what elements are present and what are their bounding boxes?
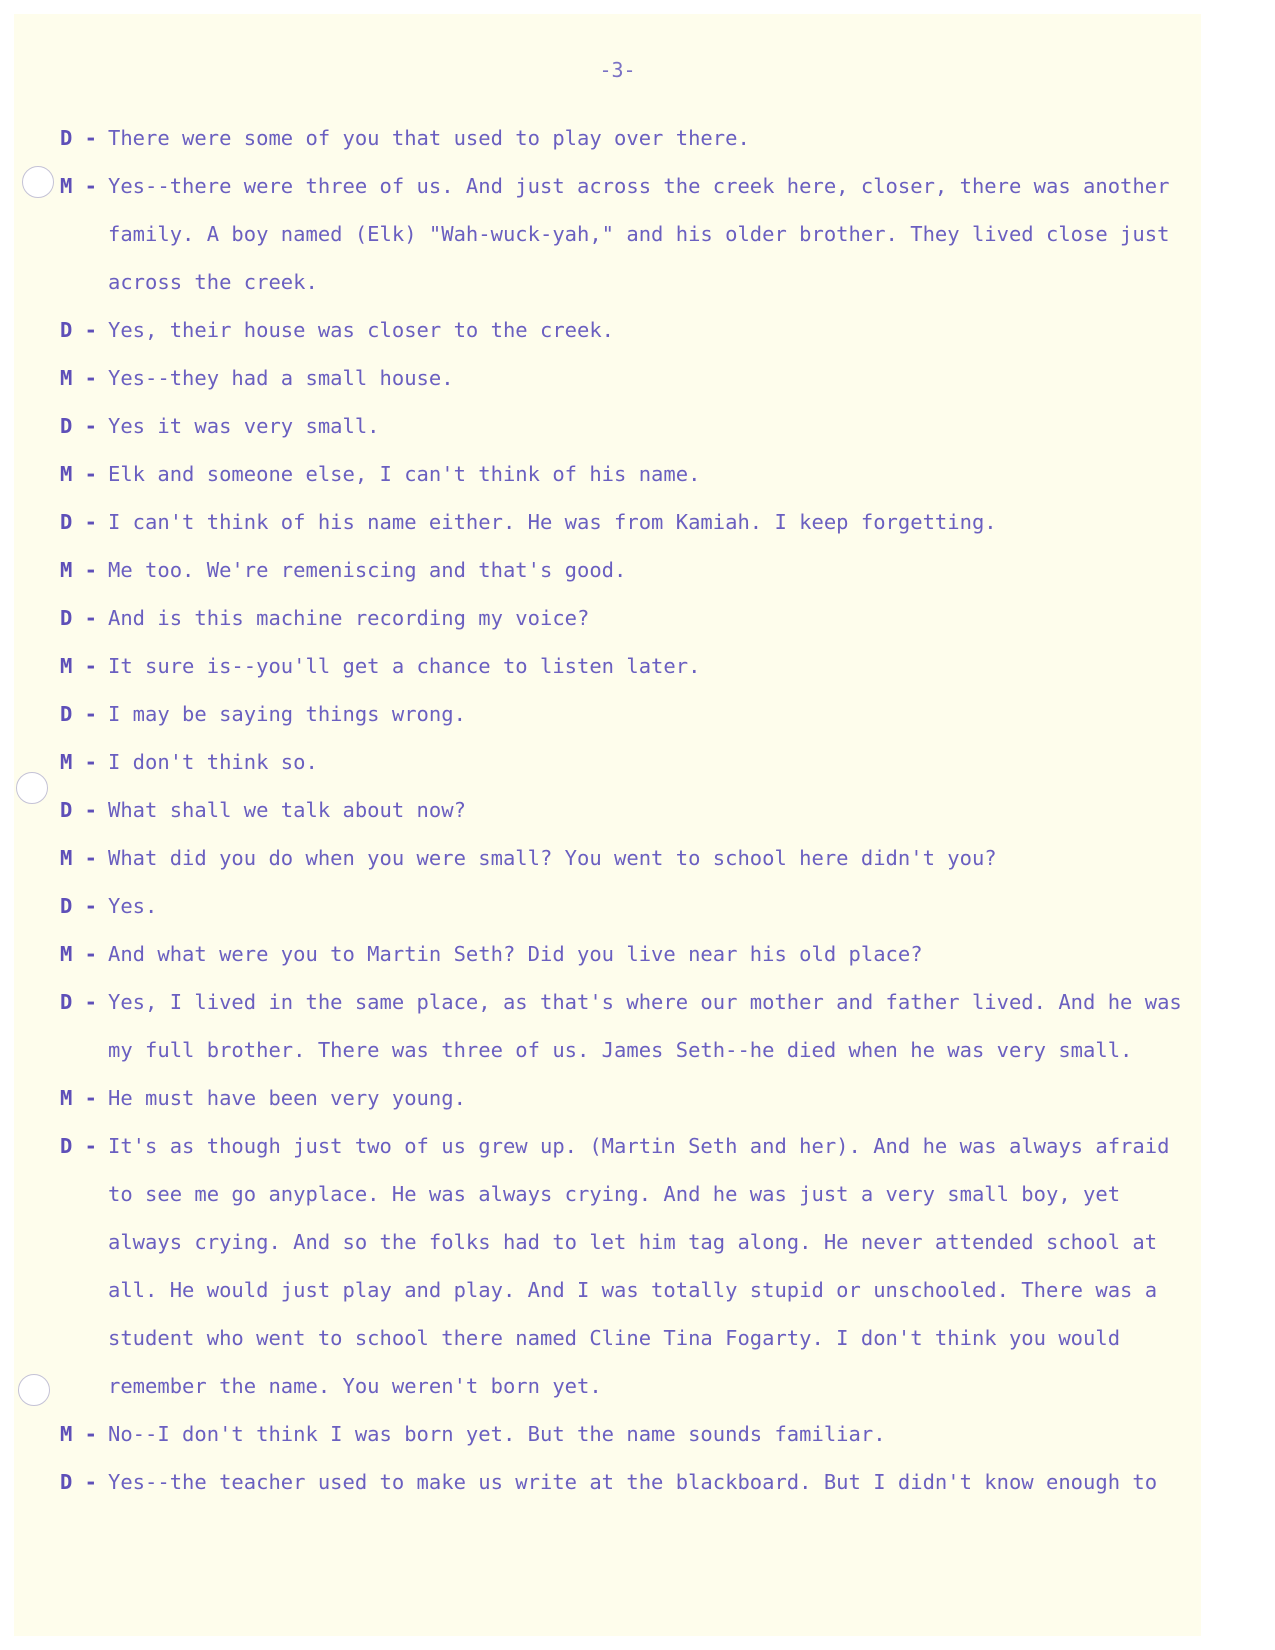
transcript-entry [60, 1458, 1200, 1506]
speaker-label: D - [60, 126, 98, 150]
speaker-label: M - [60, 366, 98, 390]
speaker-label: M - [60, 558, 98, 582]
speech-text: Yes, I lived in the same place, as that's where our mother and father lived. And he was my full brother. There was three of us. James Seth--he died when he was very small. [108, 990, 1182, 1062]
transcript-entry [60, 834, 1200, 882]
speaker-label: D - [60, 894, 98, 918]
speaker-label: D - [60, 798, 98, 822]
speaker-label: M - [60, 174, 98, 198]
transcript-entry [60, 498, 1200, 546]
speech-text: It sure is--you'll get a chance to listen later. [108, 654, 701, 678]
transcript-entry [60, 306, 1200, 354]
punch-hole-mark [18, 1374, 50, 1406]
speaker-label: M - [60, 846, 98, 870]
speaker-label: M - [60, 462, 98, 486]
speaker-label: D - [60, 1470, 98, 1494]
speaker-label: D - [60, 510, 98, 534]
speech-text: I can't think of his name either. He was from Kamiah. I keep forgetting. [108, 510, 997, 534]
punch-hole-mark [22, 166, 54, 198]
transcript-entry [60, 786, 1200, 834]
speaker-label: M - [60, 750, 98, 774]
transcript-entry [60, 978, 1200, 1074]
transcript-entry [60, 402, 1200, 450]
speaker-label: D - [60, 318, 98, 342]
transcript-entry [60, 690, 1200, 738]
speaker-label: M - [60, 1422, 98, 1446]
speech-text: It's as though just two of us grew up. (Martin Seth and her). And he was always afraid to see me go anyplace. He was always crying. And he was just a very small boy, yet always crying. And so the folks had to let him tag along. He never attended school at all. He would just play and play. And I was totally stupid or unschooled. There was a student who went to school there named Cline Tina Fogarty. I don't think you would remember the name. You weren't born yet. [108, 1134, 1170, 1398]
transcript-entry [60, 1074, 1200, 1122]
speech-text: Yes--there were three of us. And just across the creek here, closer, there was another family. A boy named (Elk) "Wah-wuck-yah," and his older brother. They lived close just across the creek. [108, 174, 1170, 294]
document-page [14, 14, 1201, 1636]
punch-hole-mark [16, 772, 48, 804]
speech-text: What shall we talk about now? [108, 798, 466, 822]
speech-text: What did you do when you were small? You went to school here didn't you? [108, 846, 997, 870]
transcript-entry [60, 1410, 1200, 1458]
transcript-entry [60, 114, 1200, 162]
speech-text: Yes, their house was closer to the creek. [108, 318, 615, 342]
interview-transcript [60, 114, 1200, 1506]
transcript-entry [60, 162, 1200, 306]
speech-text: No--I don't think I was born yet. But the name sounds familiar. [108, 1422, 886, 1446]
speech-text: Yes. [108, 894, 158, 918]
speaker-label: D - [60, 990, 98, 1014]
speaker-label: D - [60, 1134, 98, 1158]
speech-text: There were some of you that used to play over there. [108, 126, 750, 150]
page-number: -3- [599, 58, 636, 82]
transcript-entry [60, 450, 1200, 498]
transcript-entry [60, 594, 1200, 642]
speech-text: Yes--the teacher used to make us write at the blackboard. But I didn't know enough to [108, 1470, 1158, 1494]
speech-text: Yes it was very small. [108, 414, 380, 438]
speech-text: I don't think so. [108, 750, 318, 774]
speech-text: And what were you to Martin Seth? Did you live near his old place? [108, 942, 923, 966]
transcript-entry [60, 354, 1200, 402]
speech-text: He must have been very young. [108, 1086, 466, 1110]
speaker-label: M - [60, 1086, 98, 1110]
transcript-entry [60, 642, 1200, 690]
transcript-entry [60, 882, 1200, 930]
speaker-label: M - [60, 654, 98, 678]
speaker-label: M - [60, 942, 98, 966]
speaker-label: D - [60, 606, 98, 630]
speaker-label: D - [60, 702, 98, 726]
speaker-label: D - [60, 414, 98, 438]
transcript-entry [60, 738, 1200, 786]
speech-text: And is this machine recording my voice? [108, 606, 590, 630]
transcript-entry [60, 546, 1200, 594]
transcript-entry [60, 1122, 1200, 1410]
speech-text: Elk and someone else, I can't think of his name. [108, 462, 701, 486]
transcript-entry [60, 930, 1200, 978]
speech-text: Me too. We're remeniscing and that's good. [108, 558, 627, 582]
speech-text: I may be saying things wrong. [108, 702, 466, 726]
speech-text: Yes--they had a small house. [108, 366, 454, 390]
